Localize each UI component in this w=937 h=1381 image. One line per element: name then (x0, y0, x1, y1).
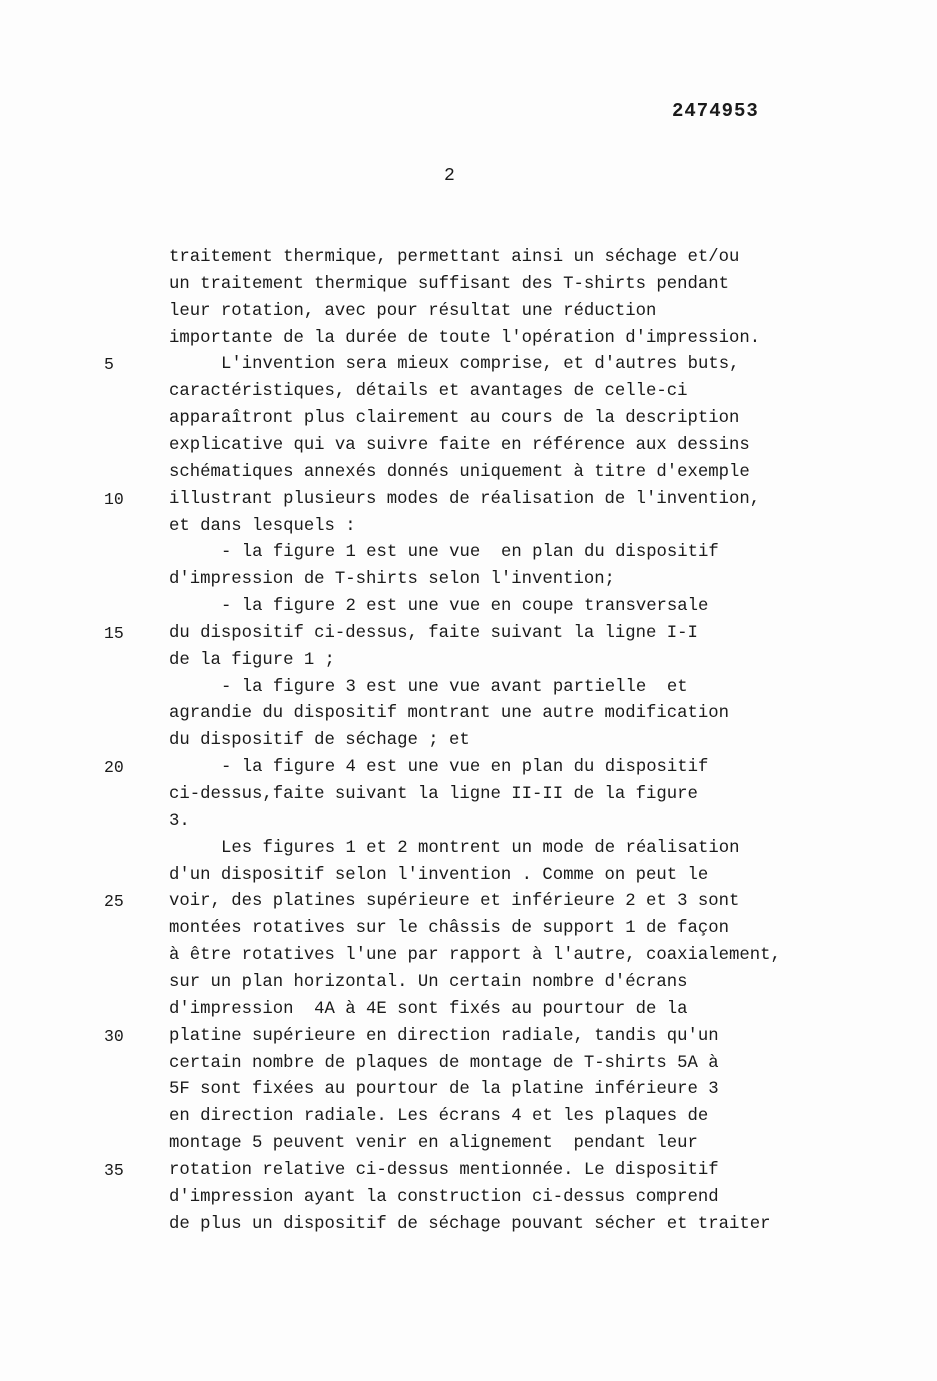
line-text: ci-dessus,faite suivant la ligne II-II de la figure (169, 785, 698, 804)
text-line (0, 405, 937, 432)
line-text: 3. (169, 811, 190, 831)
line-text: d'un dispositif selon l'invention . Comme on peut le (169, 865, 709, 885)
text-line (0, 566, 937, 593)
text-line (0, 378, 937, 405)
text-line (0, 835, 937, 862)
text-line (0, 754, 937, 781)
text-line (0, 1184, 937, 1211)
line-text: L'invention sera mieux comprise, et d'autres buts, (221, 355, 740, 375)
line-text: - la figure 1 est une vue en plan du dispositif (221, 543, 719, 563)
text-line (0, 781, 937, 808)
text-line (0, 727, 937, 754)
text-line (0, 1050, 937, 1077)
text-line (0, 1211, 937, 1238)
text-line (0, 1157, 937, 1184)
text-line (0, 674, 937, 701)
text-line (0, 325, 937, 352)
line-text: d'impression ayant la construction ci-dessus comprend (169, 1187, 719, 1207)
text-line (0, 1103, 937, 1130)
line-text: et dans lesquels : (169, 516, 356, 536)
text-line (0, 996, 937, 1023)
line-text: en direction radiale. Les écrans 4 et les plaques de (169, 1107, 709, 1127)
line-text: schématiques annexés donnés uniquement à titre d'exemple (169, 462, 750, 482)
line-text: - la figure 4 est une vue en plan du dispositif (221, 758, 709, 778)
text-line (0, 271, 937, 298)
text-line (0, 1023, 937, 1050)
line-number: 30 (104, 1026, 124, 1046)
document-number: 2474953 (672, 100, 759, 122)
text-line (0, 969, 937, 996)
line-text: apparaîtront plus clairement au cours de la description (169, 409, 740, 429)
text-line (0, 915, 937, 942)
line-text: traitement thermique, permettant ainsi un séchage et/ou (169, 248, 740, 267)
text-line (0, 1130, 937, 1157)
line-text: sur un plan horizontal. Un certain nombre d'écrans (169, 972, 688, 992)
text-line (0, 942, 937, 969)
line-text: d'impression de T-shirts selon l'invention; (169, 570, 615, 590)
line-text: Les figures 1 et 2 montrent un mode de réalisation (221, 838, 740, 858)
line-text: rotation relative ci-dessus mentionnée. Le dispositif (169, 1160, 719, 1180)
text-line (0, 513, 937, 540)
line-text: d'impression 4A à 4E sont fixés au pourtour de la (169, 999, 688, 1019)
text-line (0, 486, 937, 513)
line-text: caractéristiques, détails et avantages de celle-ci (169, 382, 688, 402)
text-line (0, 647, 937, 674)
line-number: 25 (104, 892, 124, 912)
line-text: certain nombre de plaques de montage de T-shirts 5A à (169, 1053, 719, 1073)
page-number: 2 (444, 166, 455, 186)
line-text: à être rotatives l'une par rapport à l'autre, coaxialement, (169, 946, 781, 966)
line-text: platine supérieure en direction radiale, tandis qu'un (169, 1026, 719, 1046)
line-text: - la figure 2 est une vue en coupe transversale (221, 597, 709, 617)
text-line (0, 351, 937, 378)
line-number: 35 (104, 1160, 124, 1180)
line-text: agrandie du dispositif montrant une autre modification (169, 704, 730, 724)
line-text: montage 5 peuvent venir en alignement pendant leur (169, 1134, 698, 1154)
text-line (0, 700, 937, 727)
line-text: montées rotatives sur le châssis de support 1 de façon (169, 919, 730, 939)
text-line (0, 593, 937, 620)
line-number: 15 (104, 623, 124, 643)
line-number: 20 (104, 758, 124, 778)
line-text: illustrant plusieurs modes de réalisation de l'invention, (169, 489, 761, 509)
line-text: voir, des platines supérieure et inférieure 2 et 3 sont (169, 892, 740, 912)
text-line (0, 888, 937, 915)
text-line (0, 1076, 937, 1103)
line-text: de plus un dispositif de séchage pouvant sécher et traiter (169, 1214, 771, 1234)
text-line (0, 620, 937, 647)
line-text: de la figure 1 ; (169, 650, 335, 670)
line-text: - la figure 3 est une vue avant partielle et (221, 677, 688, 697)
text-line (0, 539, 937, 566)
text-line (0, 244, 937, 271)
line-text: importante de la durée de toute l'opération d'impression. (169, 328, 761, 348)
text-line (0, 459, 937, 486)
line-text: 5F sont fixées au pourtour de la platine inférieure 3 (169, 1080, 719, 1100)
line-number: 5 (104, 355, 114, 375)
line-text: explicative qui va suivre faite en référence aux dessins (169, 435, 750, 455)
text-line (0, 808, 937, 835)
line-text: leur rotation, avec pour résultat une réduction (169, 301, 657, 321)
line-text: un traitement thermique suffisant des T-shirts pendant (169, 274, 730, 294)
line-number: 10 (104, 489, 124, 509)
line-text: du dispositif de séchage ; et (169, 731, 470, 751)
text-line (0, 432, 937, 459)
line-text: du dispositif ci-dessus, faite suivant la ligne I-I (169, 623, 698, 643)
text-line (0, 298, 937, 325)
text-line (0, 862, 937, 889)
